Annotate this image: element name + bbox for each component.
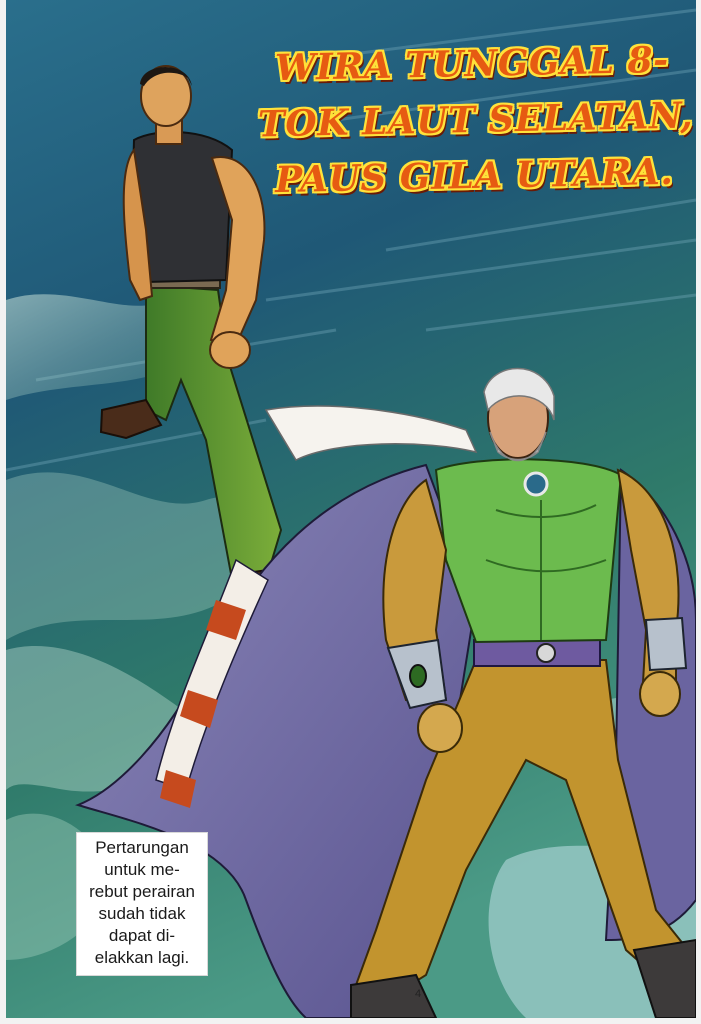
caption-line-3: rebut perairan (89, 882, 195, 901)
caption-line-2: untuk me- (104, 860, 180, 879)
caption-line-1: Pertarungan (95, 838, 189, 857)
page-number: 4 (415, 988, 422, 1000)
caption-line-6: elakkan lagi. (94, 948, 190, 967)
narration-caption-box (76, 832, 208, 976)
title-line-1: WIRA TUNGGAL 8- (274, 38, 669, 90)
caption-line-4: sudah tidak (98, 904, 186, 923)
caption-line-5: dapat di- (108, 926, 176, 945)
comic-title (256, 32, 694, 209)
title-line-3: PAUS GILA UTARA. (274, 150, 674, 202)
title-line-2: TOK LAUT SELATAN, (257, 94, 694, 146)
